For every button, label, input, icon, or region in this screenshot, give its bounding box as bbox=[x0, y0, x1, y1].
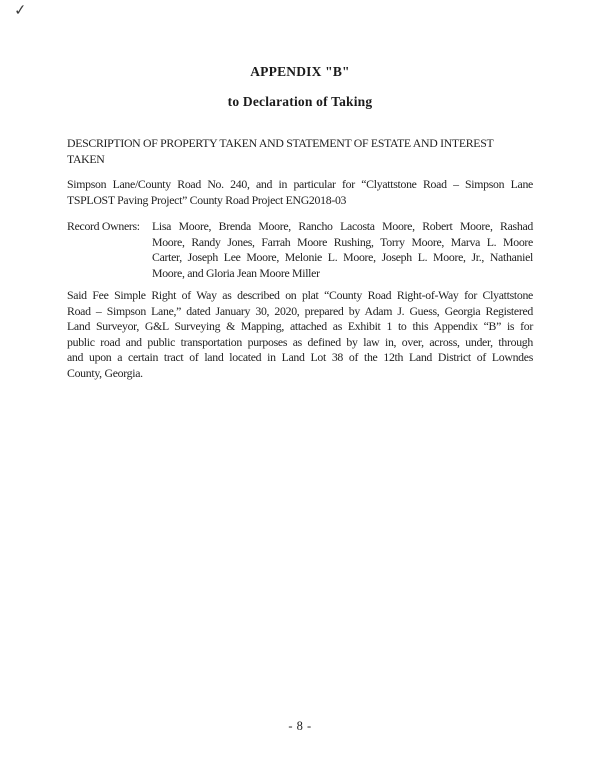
paragraph-line: and upon a certain tract of land located in Land Lot 38 of the 12th Land District of Lowndes bbox=[67, 350, 533, 365]
owners-line: Moore, and Gloria Jean Moore Miller bbox=[152, 265, 320, 280]
record-owners-block bbox=[67, 219, 533, 281]
appendix-subtitle: to Declaration of Taking bbox=[227, 94, 373, 109]
record-owners-label: Record Owners: bbox=[67, 219, 140, 233]
paragraph-line: Land Surveyor, G&L Surveying & Mapping, attached as Exhibit 1 to this Appendix “B” is for bbox=[67, 319, 533, 334]
appendix-title: APPENDIX "B" bbox=[250, 64, 350, 79]
paragraph-line: TSPLOST Paving Project” County Road Project ENG2018-03 bbox=[67, 192, 347, 207]
page-number: - 8 - bbox=[288, 719, 312, 733]
paragraph-line: Said Fee Simple Right of Way as described on plat “County Road Right-of-Way for Clyattstone bbox=[67, 288, 533, 302]
owners-line: Lisa Moore, Brenda Moore, Rancho Lacosta Moore, Robert Moore, Rashad bbox=[152, 219, 533, 233]
paragraph-line: public road and public transportation purposes as defined by law in, over, across, under, through bbox=[67, 334, 533, 349]
paragraph-line: Simpson Lane/County Road No. 240, and in particular for “Clyattstone Road – Simpson Lane bbox=[67, 177, 533, 191]
owners-line: Moore, Randy Jones, Farrah Moore Rushing, Torry Moore, Marva L. Moore bbox=[152, 234, 533, 249]
paragraph-line: Road – Simpson Lane,” dated January 30, 2020, prepared by Adam J. Guess, Georgia Registered bbox=[67, 303, 533, 318]
project-paragraph bbox=[67, 177, 533, 208]
record-owners-names bbox=[152, 219, 533, 281]
section-heading-line: DESCRIPTION OF PROPERTY TAKEN AND STATEMENT OF ESTATE AND INTEREST bbox=[67, 136, 494, 150]
checkmark-annotation: ✓ bbox=[13, 0, 28, 20]
section-heading bbox=[67, 136, 533, 167]
owners-line: Carter, Joseph Lee Moore, Melonie L. Moore, Joseph L. Moore, Jr., Nathaniel bbox=[152, 250, 533, 265]
paragraph-line: County, Georgia. bbox=[67, 365, 143, 380]
section-heading-line: TAKEN bbox=[67, 151, 105, 166]
description-paragraph bbox=[67, 288, 533, 382]
